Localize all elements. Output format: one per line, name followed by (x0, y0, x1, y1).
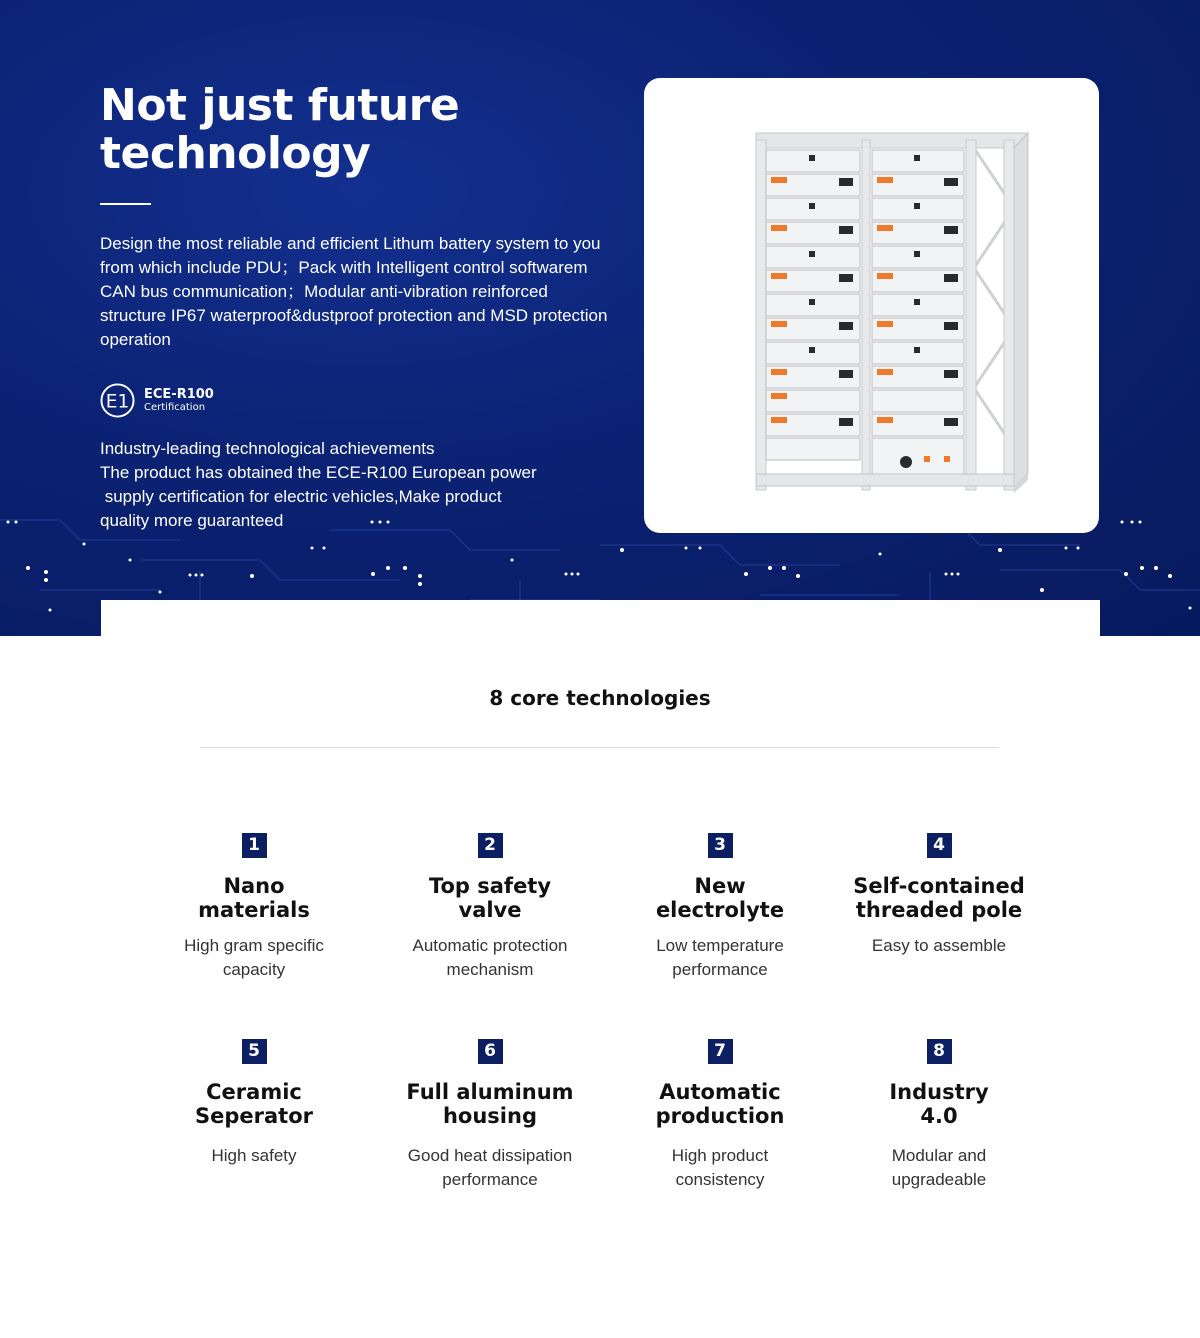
tech-item-new-electrolyte (610, 833, 830, 982)
certification-subtitle: Certification (144, 401, 206, 413)
section-divider (200, 747, 999, 748)
certification-badge (100, 382, 340, 418)
tech-description: Easy to assemble (871, 936, 1007, 955)
tech-name: Top safety valve (428, 874, 552, 922)
svg-text:E1: E1 (105, 390, 130, 412)
tech-number-badge: 5 (242, 1039, 267, 1064)
tech-item-industry-4 (829, 1039, 1049, 1192)
tech-item-ceramic-separator (144, 1039, 364, 1168)
tech-number-badge: 3 (708, 833, 733, 858)
tech-number-badge: 4 (927, 833, 952, 858)
tech-number-badge: 6 (478, 1039, 503, 1064)
hero-title: Not just future technology (100, 80, 460, 179)
tech-description: Automatic protection mechanism (412, 936, 568, 979)
achievement-line: quality more guaranteed (100, 511, 284, 530)
achievement-line: Industry-leading technological achievements (100, 439, 435, 458)
tech-item-automatic-production (610, 1039, 830, 1192)
section-title: 8 core technologies (489, 686, 711, 710)
tech-description: Low temperature performance (656, 936, 784, 979)
tech-name: Full aluminum housing (406, 1080, 574, 1128)
tech-description: High safety (211, 1146, 297, 1165)
hero-section (0, 0, 1200, 636)
battery-rack-image (644, 78, 1099, 533)
tech-name: Self-contained threaded pole (853, 874, 1025, 922)
tech-item-threaded-pole (829, 833, 1049, 958)
tech-name: Industry 4.0 (889, 1080, 989, 1128)
certification-name: ECE-R100 (144, 386, 214, 402)
tech-name: Automatic production (655, 1080, 785, 1128)
achievement-text (100, 437, 600, 533)
tech-name: Nano materials (198, 874, 310, 922)
tech-description: Modular and upgradeable (891, 1146, 987, 1189)
tech-description: Good heat dissipation performance (407, 1146, 573, 1189)
title-divider (100, 203, 151, 205)
tech-number-badge: 2 (478, 833, 503, 858)
content-panel-top (101, 600, 1100, 640)
tech-name: New electrolyte (655, 874, 785, 922)
product-image-card (644, 78, 1099, 533)
tech-description: High gram specific capacity (184, 936, 324, 979)
tech-number-badge: 8 (927, 1039, 952, 1064)
tech-item-nano-materials (144, 833, 364, 982)
e1-certification-icon (100, 383, 135, 418)
tech-name: Ceramic Seperator (195, 1080, 313, 1128)
achievement-line: The product has obtained the ECE-R100 European power (100, 463, 537, 482)
achievement-line: supply certification for electric vehicles,Make product (100, 487, 502, 506)
tech-number-badge: 7 (708, 1039, 733, 1064)
hero-description: Design the most reliable and efficient Lithum battery system to you from which include PDU；Pack with Intelligent control softwarem CAN bus communication；Modular anti-vibration reinforced structure IP67 waterproof&dustproof protection and MSD protection operation (100, 234, 608, 349)
tech-item-top-safety-valve (380, 833, 600, 982)
tech-number-badge: 1 (242, 833, 267, 858)
tech-item-aluminum-housing (380, 1039, 600, 1192)
tech-description: High product consistency (671, 1146, 769, 1189)
